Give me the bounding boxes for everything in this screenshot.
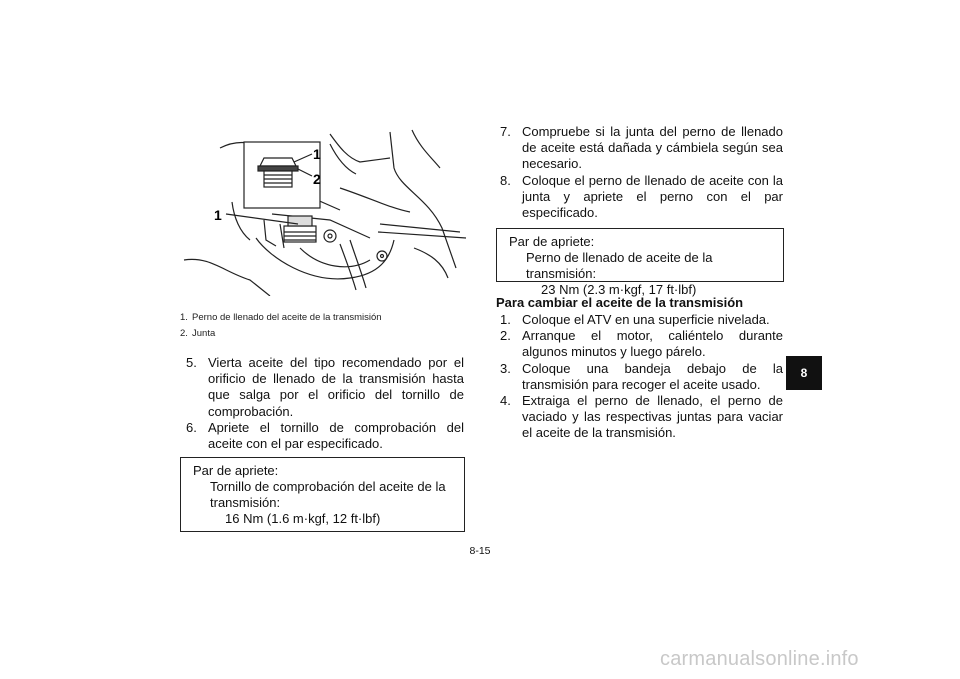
transmission-oil-filler-figure	[180, 128, 468, 296]
step-4: 4. Extraiga el perno de llenado, el perno de vaciado y las respectivas juntas para vaciar el aceite de la transmisión.	[500, 393, 783, 441]
step-3: 3. Coloque una bandeja debajo de la transmisión para recoger el aceite usado.	[500, 360, 783, 392]
step-7: 7. Compruebe si la junta del perno de llenado de aceite está dañada y cámbiela según sea necesario.	[500, 124, 783, 172]
callout-1-top: 1	[313, 146, 321, 162]
torque-box-check-screw: Par de apriete: Tornillo de comprobación del aceite de la transmisión: 16 Nm (1.6 m·kgf, 12 ft·lbf)	[180, 457, 465, 532]
right-steps-bottom	[500, 312, 783, 442]
watermark: carmanualsonline.info	[660, 648, 859, 670]
step-1: 1. Coloque el ATV en una superficie nivelada.	[500, 312, 770, 327]
chapter-tab: 8	[786, 356, 822, 390]
callout-1-left: 1	[214, 207, 222, 223]
step-6: 6. Apriete el tornillo de comprobación del aceite con el par especificado.	[186, 419, 464, 452]
left-steps	[186, 355, 464, 452]
step-2: 2. Arranque el motor, caliéntelo durante algunos minutos y luego párelo.	[500, 328, 783, 360]
step-8: 8. Coloque el perno de llenado de aceite con la junta y apriete el perno con el par especificado.	[500, 172, 783, 221]
torque-box-filler-bolt: Par de apriete: Perno de llenado de aceite de la transmisión: 23 Nm (2.3 m·kgf, 17 ft·lbf)	[496, 228, 784, 282]
right-steps-top	[500, 124, 783, 221]
figure-caption-2: 2. Junta	[180, 328, 216, 339]
page-number: 8-15	[469, 545, 491, 557]
callout-2: 2	[313, 171, 321, 187]
step-5: 5. Vierta aceite del tipo recomendado por el orificio de llenado de la transmisión hasta que salga por el orificio del tornillo de comprobación.	[186, 355, 464, 419]
section-heading: Para cambiar el aceite de la transmisión	[496, 295, 744, 310]
figure-caption-1: 1. Perno de llenado del aceite de la transmisión	[180, 312, 382, 323]
